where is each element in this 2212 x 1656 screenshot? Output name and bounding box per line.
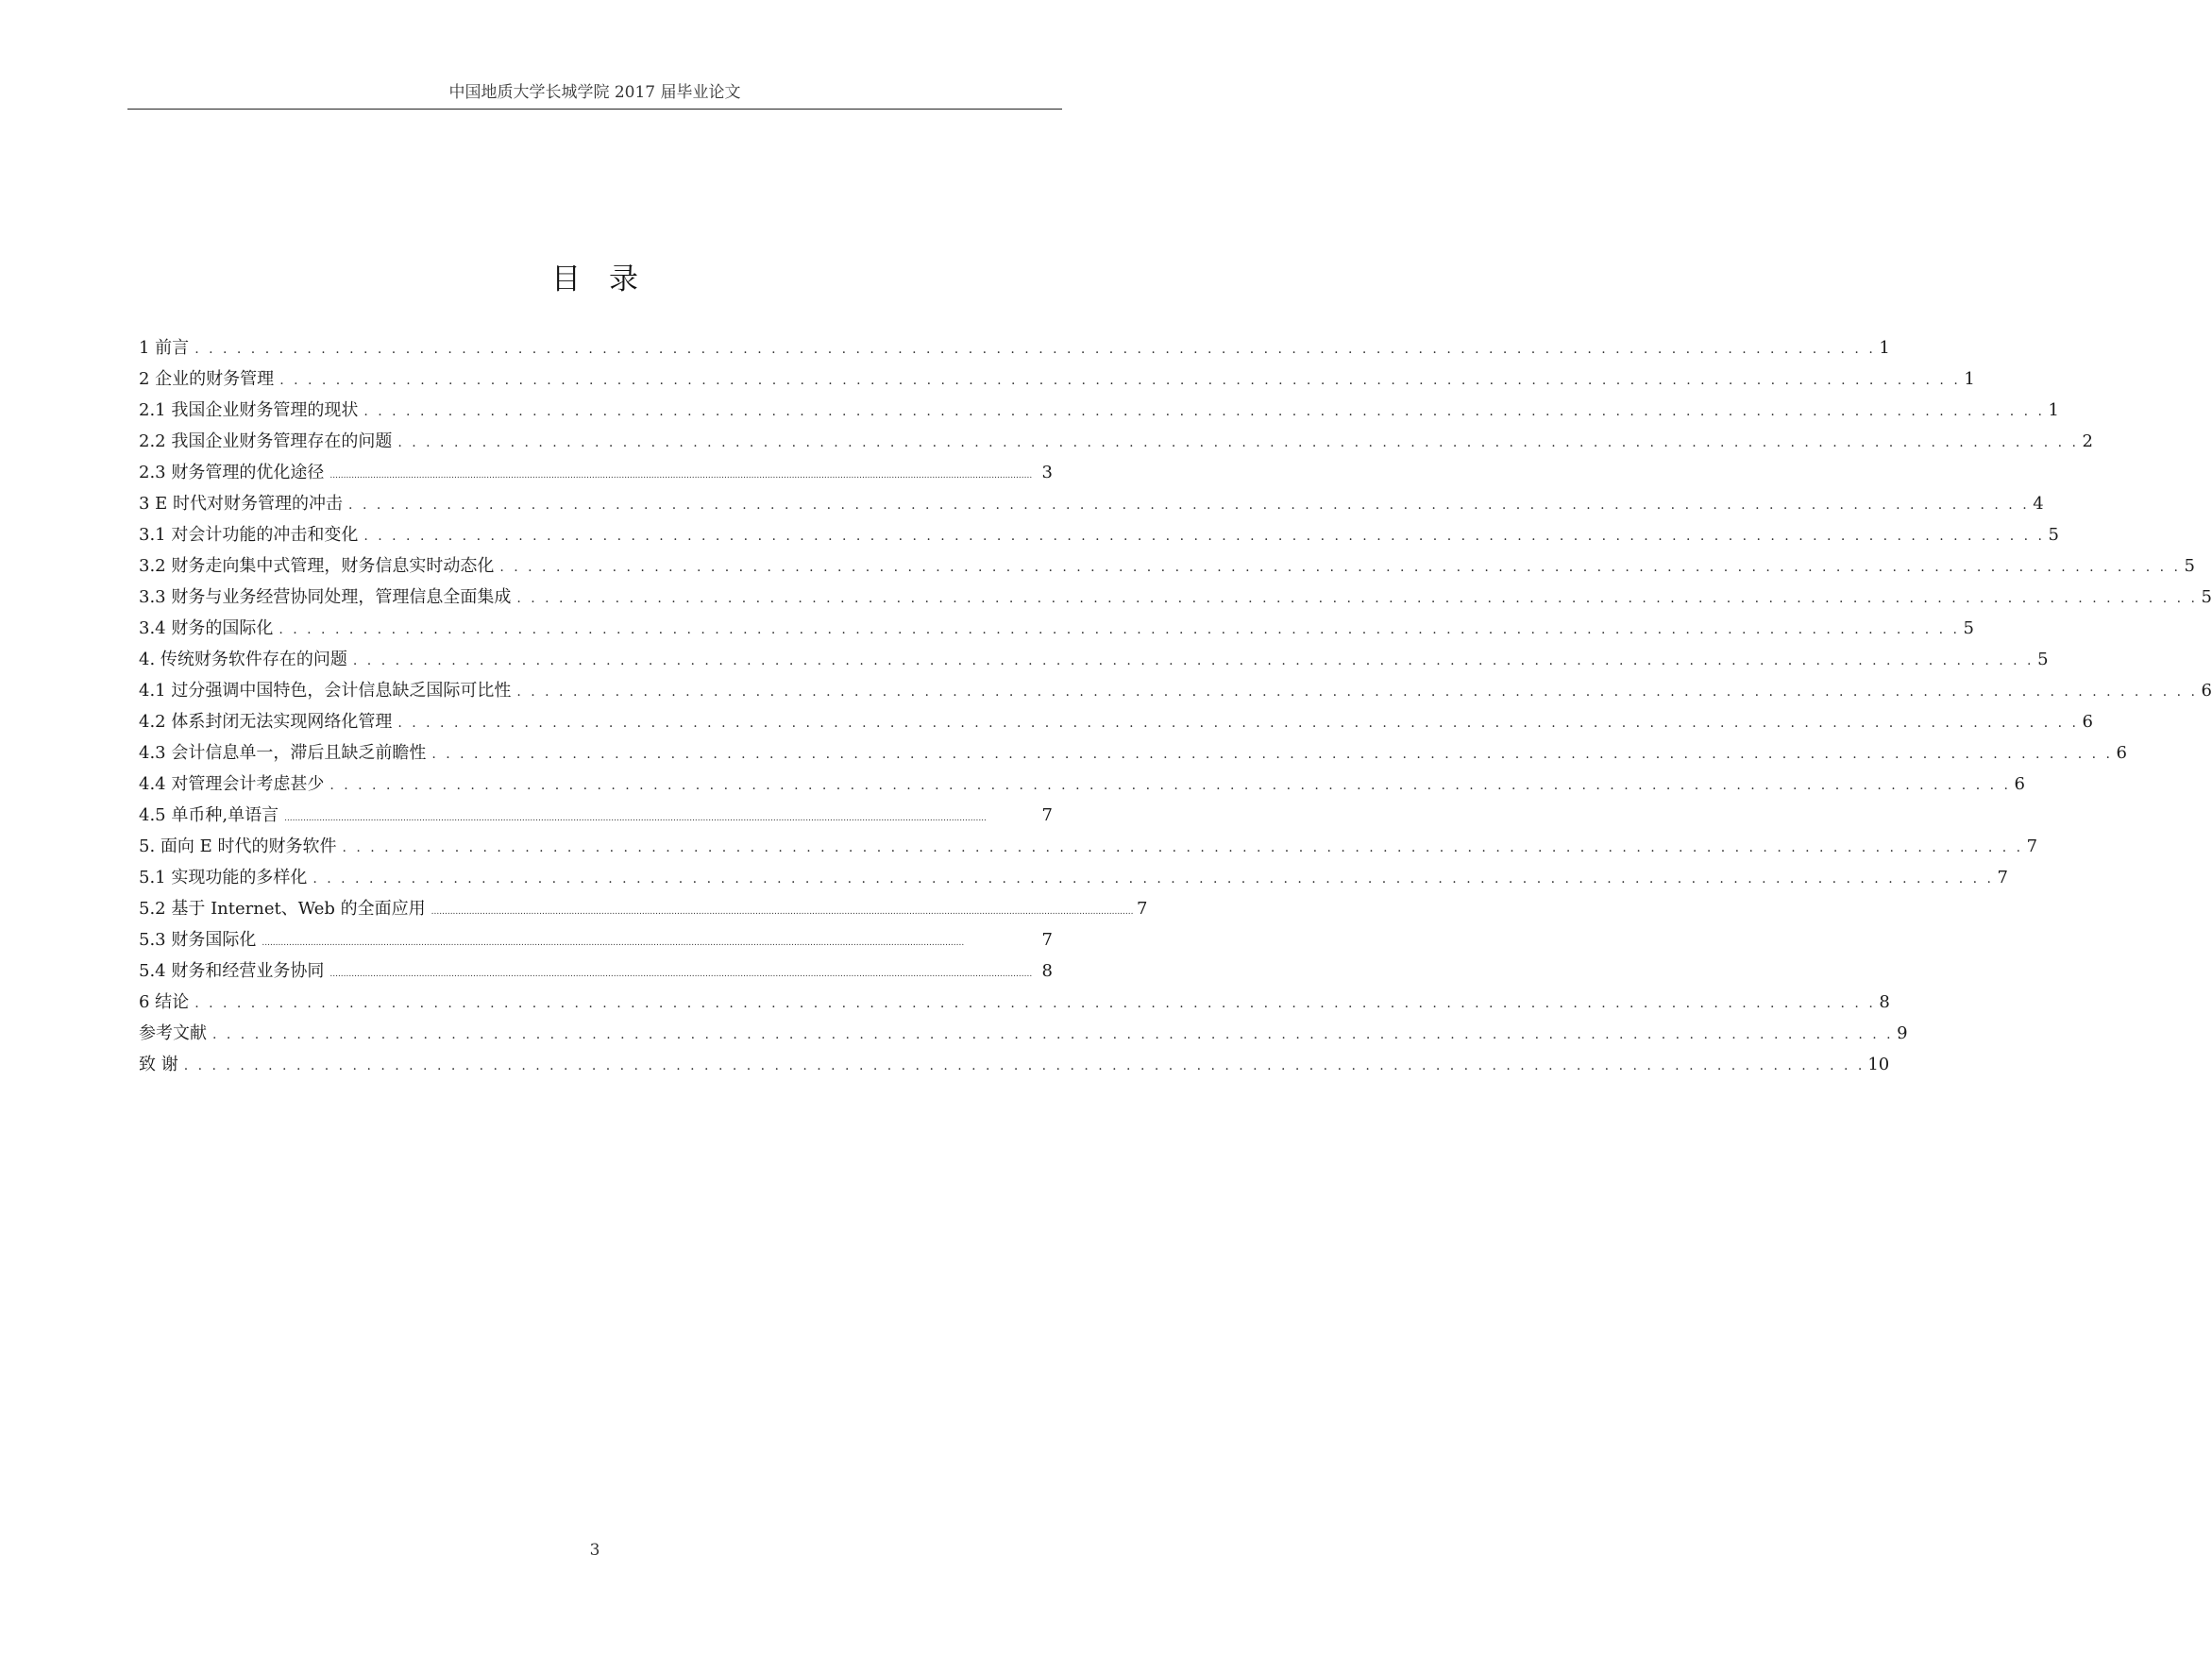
toc-entry[interactable] xyxy=(139,519,2059,550)
toc-entry-page-number: 7 xyxy=(1137,899,1148,919)
toc-entry[interactable] xyxy=(139,363,1975,395)
toc-title: 目录 xyxy=(551,262,667,296)
toc-entry-page-number: 7 xyxy=(1041,805,1053,825)
toc-entry-label: 5.1 实现功能的多样化 xyxy=(139,868,308,887)
toc-entry[interactable] xyxy=(139,426,2093,457)
toc-entry-page-number: 6 xyxy=(2201,681,2212,701)
toc-entry-label: 参考文献 xyxy=(139,1023,207,1043)
toc-entry-label: 1 前言 xyxy=(139,338,190,358)
toc-entry-label: 5.3 财务国际化 xyxy=(139,930,257,950)
toc-entry-page-number: 7 xyxy=(1997,868,2008,887)
toc-entry[interactable] xyxy=(139,706,2093,737)
toc-entry[interactable] xyxy=(139,395,2059,426)
toc-entry-label: 2 企业的财务管理 xyxy=(139,369,275,389)
toc-dot-leader: . . . . . . . . . . . . . . . . . . . . . . . . . . . . . . . . . . . . . . . . . . . . . . . . . . . . . . . . . . . . . . . . . . . . . . . . . . . . . . . . . . . . . . . . . . . . . . . . . . . . . . . . . . . . . . . . . . . . . . . . xyxy=(363,529,2045,544)
toc-dot-leader: . . . . . . . . . . . . . . . . . . . . . . . . . . . . . . . . . . . . . . . . . . . . . . . . . . . . . . . . . . . . . . . . . . . . . . . . . . . . . . . . . . . . . . . . . . . . . . . . . . . . . . . . . . . . . . . . . . . . . . . . xyxy=(212,1027,1894,1042)
toc-dot-leader: . . . . . . . . . . . . . . . . . . . . . . . . . . . . . . . . . . . . . . . . . . . . . . . . . . . . . . . . . . . . . . . . . . . . . . . . . . . . . . . . . . . . . . . . . . . . . . . . . . . . . . . . . . . . . . . . . . . . . . . . xyxy=(194,996,1876,1011)
toc-dot-leader: . . . . . . . . . . . . . . . . . . . . . . . . . . . . . . . . . . . . . . . . . . . . . . . . . . . . . . . . . . . . . . . . . . . . . . . . . . . . . . . . . . . . . . . . . . . . . . . . . . . . . . . . . . . . . . . . . . . . . . . . xyxy=(499,560,2181,575)
toc-entry-label: 5.2 基于 Internet、Web 的全面应用 xyxy=(139,899,426,919)
toc-entry-page-number: 2 xyxy=(2082,431,2093,451)
toc-entry[interactable] xyxy=(139,737,2127,769)
toc-entry[interactable] xyxy=(139,831,2038,862)
toc-entry-label: 6 结论 xyxy=(139,992,190,1012)
toc-entry-label: 4.3 会计信息单一，滞后且缺乏前瞻性 xyxy=(139,743,427,763)
toc-entry-label: 4.2 体系封闭无法实现网络化管理 xyxy=(139,712,393,732)
toc-entry-label: 3.3 财务与业务经营协同处理，管理信息全面集成 xyxy=(139,587,512,607)
toc-entry-label: 致 谢 xyxy=(139,1055,178,1074)
toc-dot-leader: .................................................................................................................................................................................................................................................................... xyxy=(329,471,1033,481)
toc-entry-label: 5. 面向 E 时代的财务软件 xyxy=(139,836,337,856)
toc-entry-page-number: 4 xyxy=(2033,494,2044,514)
toc-dot-leader: .................................................................................................................................................................................................................................................................... xyxy=(262,938,965,948)
toc-dot-leader: .................................................................................................................................................................................................................................................................... xyxy=(284,814,987,823)
toc-entry-page-number: 6 xyxy=(2116,743,2127,763)
page-header-title: 中国地质大学长城学院 2017 届毕业论文 xyxy=(448,83,741,102)
toc-dot-leader: . . . . . . . . . . . . . . . . . . . . . . . . . . . . . . . . . . . . . . . . . . . . . . . . . . . . . . . . . . . . . . . . . . . . . . . . . . . . . . . . . . . . . . . . . . . . . . . . . . . . . . . . . . . . . . . . . . . . . . . . xyxy=(329,778,2011,793)
toc-dot-leader: . . . . . . . . . . . . . . . . . . . . . . . . . . . . . . . . . . . . . . . . . . . . . . . . . . . . . . . . . . . . . . . . . . . . . . . . . . . . . . . . . . . . . . . . . . . . . . . . . . . . . . . . . . . . . . . . . . . . . . . . xyxy=(279,622,1960,637)
toc-dot-leader: . . . . . . . . . . . . . . . . . . . . . . . . . . . . . . . . . . . . . . . . . . . . . . . . . . . . . . . . . . . . . . . . . . . . . . . . . . . . . . . . . . . . . . . . . . . . . . . . . . . . . . . . . . . . . . . . . . . . . . . . xyxy=(348,498,2030,513)
toc-dot-leader: . . . . . . . . . . . . . . . . . . . . . . . . . . . . . . . . . . . . . . . . . . . . . . . . . . . . . . . . . . . . . . . . . . . . . . . . . . . . . . . . . . . . . . . . . . . . . . . . . . . . . . . . . . . . . . . . . . . . . . . . xyxy=(397,716,2079,731)
toc-entry[interactable] xyxy=(139,800,1053,831)
toc-entry[interactable] xyxy=(139,955,1053,987)
toc-dot-leader: . . . . . . . . . . . . . . . . . . . . . . . . . . . . . . . . . . . . . . . . . . . . . . . . . . . . . . . . . . . . . . . . . . . . . . . . . . . . . . . . . . . . . . . . . . . . . . . . . . . . . . . . . . . . . . . . . . . . . . . . xyxy=(194,342,1876,357)
toc-entry-page-number: 1 xyxy=(1964,369,1975,389)
toc-entry[interactable] xyxy=(139,769,2025,800)
toc-dot-leader: . . . . . . . . . . . . . . . . . . . . . . . . . . . . . . . . . . . . . . . . . . . . . . . . . . . . . . . . . . . . . . . . . . . . . . . . . . . . . . . . . . . . . . . . . . . . . . . . . . . . . . . . . . . . . . . . . . . . . . . . xyxy=(352,653,2035,668)
toc-entry-label: 4. 传统财务软件存在的问题 xyxy=(139,650,347,669)
toc-dot-leader: .................................................................................................................................................................................................................................................................... xyxy=(431,907,1134,917)
toc-entry-page-number: 1 xyxy=(1879,338,1890,358)
header-divider xyxy=(127,109,1062,110)
toc-entry[interactable] xyxy=(139,457,1053,488)
toc-entry-page-number: 5 xyxy=(1963,618,1974,638)
toc-entry[interactable] xyxy=(139,488,2044,519)
toc-entry-label: 3.2 财务走向集中式管理，财务信息实时动态化 xyxy=(139,556,495,576)
toc-dot-leader: . . . . . . . . . . . . . . . . . . . . . . . . . . . . . . . . . . . . . . . . . . . . . . . . . . . . . . . . . . . . . . . . . . . . . . . . . . . . . . . . . . . . . . . . . . . . . . . . . . . . . . . . . . . . . . . . . . . . . . . . xyxy=(516,684,2198,700)
toc-entry-page-number: 6 xyxy=(2082,712,2093,732)
toc-dot-leader: . . . . . . . . . . . . . . . . . . . . . . . . . . . . . . . . . . . . . . . . . . . . . . . . . . . . . . . . . . . . . . . . . . . . . . . . . . . . . . . . . . . . . . . . . . . . . . . . . . . . . . . . . . . . . . . . . . . . . . . . xyxy=(431,747,2113,762)
toc-entry-label: 5.4 财务和经营业务协同 xyxy=(139,961,325,981)
toc-entry[interactable] xyxy=(139,332,1890,363)
toc-entry[interactable] xyxy=(139,644,2049,675)
toc-entry-label: 3.1 对会计功能的冲击和变化 xyxy=(139,525,359,545)
toc-entry-page-number: 10 xyxy=(1867,1055,1890,1074)
toc-entry-page-number: 5 xyxy=(2037,650,2049,669)
toc-dot-leader: . . . . . . . . . . . . . . . . . . . . . . . . . . . . . . . . . . . . . . . . . . . . . . . . . . . . . . . . . . . . . . . . . . . . . . . . . . . . . . . . . . . . . . . . . . . . . . . . . . . . . . . . . . . . . . . . . . . . . . . . xyxy=(397,435,2079,450)
toc-entry[interactable] xyxy=(139,613,1974,644)
toc-dot-leader: . . . . . . . . . . . . . . . . . . . . . . . . . . . . . . . . . . . . . . . . . . . . . . . . . . . . . . . . . . . . . . . . . . . . . . . . . . . . . . . . . . . . . . . . . . . . . . . . . . . . . . . . . . . . . . . . . . . . . . . . xyxy=(312,871,1994,887)
toc-entry-label: 4.5 单币种,单语言 xyxy=(139,805,279,825)
toc-entry-page-number: 7 xyxy=(1041,930,1053,950)
toc-entry-label: 2.2 我国企业财务管理存在的问题 xyxy=(139,431,393,451)
toc-dot-leader: .................................................................................................................................................................................................................................................................... xyxy=(329,970,1033,979)
toc-entry-label: 4.4 对管理会计考虑甚少 xyxy=(139,774,325,794)
toc-entry-label: 3 E 时代对财务管理的冲击 xyxy=(139,494,344,514)
toc-entry-page-number: 5 xyxy=(2201,587,2212,607)
page-number: 3 xyxy=(589,1541,600,1560)
toc-entry-label: 2.1 我国企业财务管理的现状 xyxy=(139,400,359,420)
toc-entry-page-number: 8 xyxy=(1879,992,1890,1012)
toc-list xyxy=(139,332,2212,1080)
toc-entry-page-number: 6 xyxy=(2014,774,2025,794)
toc-entry-page-number: 1 xyxy=(2048,400,2059,420)
toc-entry[interactable] xyxy=(139,1018,1908,1049)
toc-entry-page-number: 9 xyxy=(1897,1023,1908,1043)
toc-entry[interactable] xyxy=(139,893,1148,924)
toc-entry-page-number: 5 xyxy=(2048,525,2059,545)
toc-entry-label: 3.4 财务的国际化 xyxy=(139,618,274,638)
toc-entry[interactable] xyxy=(139,862,2008,893)
toc-entry[interactable] xyxy=(139,924,1053,955)
toc-entry-label: 4.1 过分强调中国特色，会计信息缺乏国际可比性 xyxy=(139,681,512,701)
toc-dot-leader: . . . . . . . . . . . . . . . . . . . . . . . . . . . . . . . . . . . . . . . . . . . . . . . . . . . . . . . . . . . . . . . . . . . . . . . . . . . . . . . . . . . . . . . . . . . . . . . . . . . . . . . . . . . . . . . . . . . . . . . . xyxy=(279,373,1961,388)
toc-entry[interactable] xyxy=(139,1049,1890,1080)
toc-dot-leader: . . . . . . . . . . . . . . . . . . . . . . . . . . . . . . . . . . . . . . . . . . . . . . . . . . . . . . . . . . . . . . . . . . . . . . . . . . . . . . . . . . . . . . . . . . . . . . . . . . . . . . . . . . . . . . . . . . . . . . . . xyxy=(516,591,2198,606)
toc-entry[interactable] xyxy=(139,550,2195,582)
toc-entry-page-number: 7 xyxy=(2026,836,2038,856)
toc-entry-page-number: 5 xyxy=(2184,556,2195,576)
toc-dot-leader: . . . . . . . . . . . . . . . . . . . . . . . . . . . . . . . . . . . . . . . . . . . . . . . . . . . . . . . . . . . . . . . . . . . . . . . . . . . . . . . . . . . . . . . . . . . . . . . . . . . . . . . . . . . . . . . . . . . . . . . . xyxy=(342,840,2024,855)
toc-dot-leader: . . . . . . . . . . . . . . . . . . . . . . . . . . . . . . . . . . . . . . . . . . . . . . . . . . . . . . . . . . . . . . . . . . . . . . . . . . . . . . . . . . . . . . . . . . . . . . . . . . . . . . . . . . . . . . . . . . . . . . . . xyxy=(183,1058,1866,1073)
toc-entry-page-number: 8 xyxy=(1041,961,1053,981)
toc-entry-label: 2.3 财务管理的优化途径 xyxy=(139,463,325,482)
toc-dot-leader: . . . . . . . . . . . . . . . . . . . . . . . . . . . . . . . . . . . . . . . . . . . . . . . . . . . . . . . . . . . . . . . . . . . . . . . . . . . . . . . . . . . . . . . . . . . . . . . . . . . . . . . . . . . . . . . . . . . . . . . . xyxy=(363,404,2045,419)
toc-entry[interactable] xyxy=(139,987,1890,1018)
toc-entry-page-number: 3 xyxy=(1041,463,1053,482)
toc-entry[interactable] xyxy=(139,675,2212,706)
toc-entry[interactable] xyxy=(139,582,2212,613)
